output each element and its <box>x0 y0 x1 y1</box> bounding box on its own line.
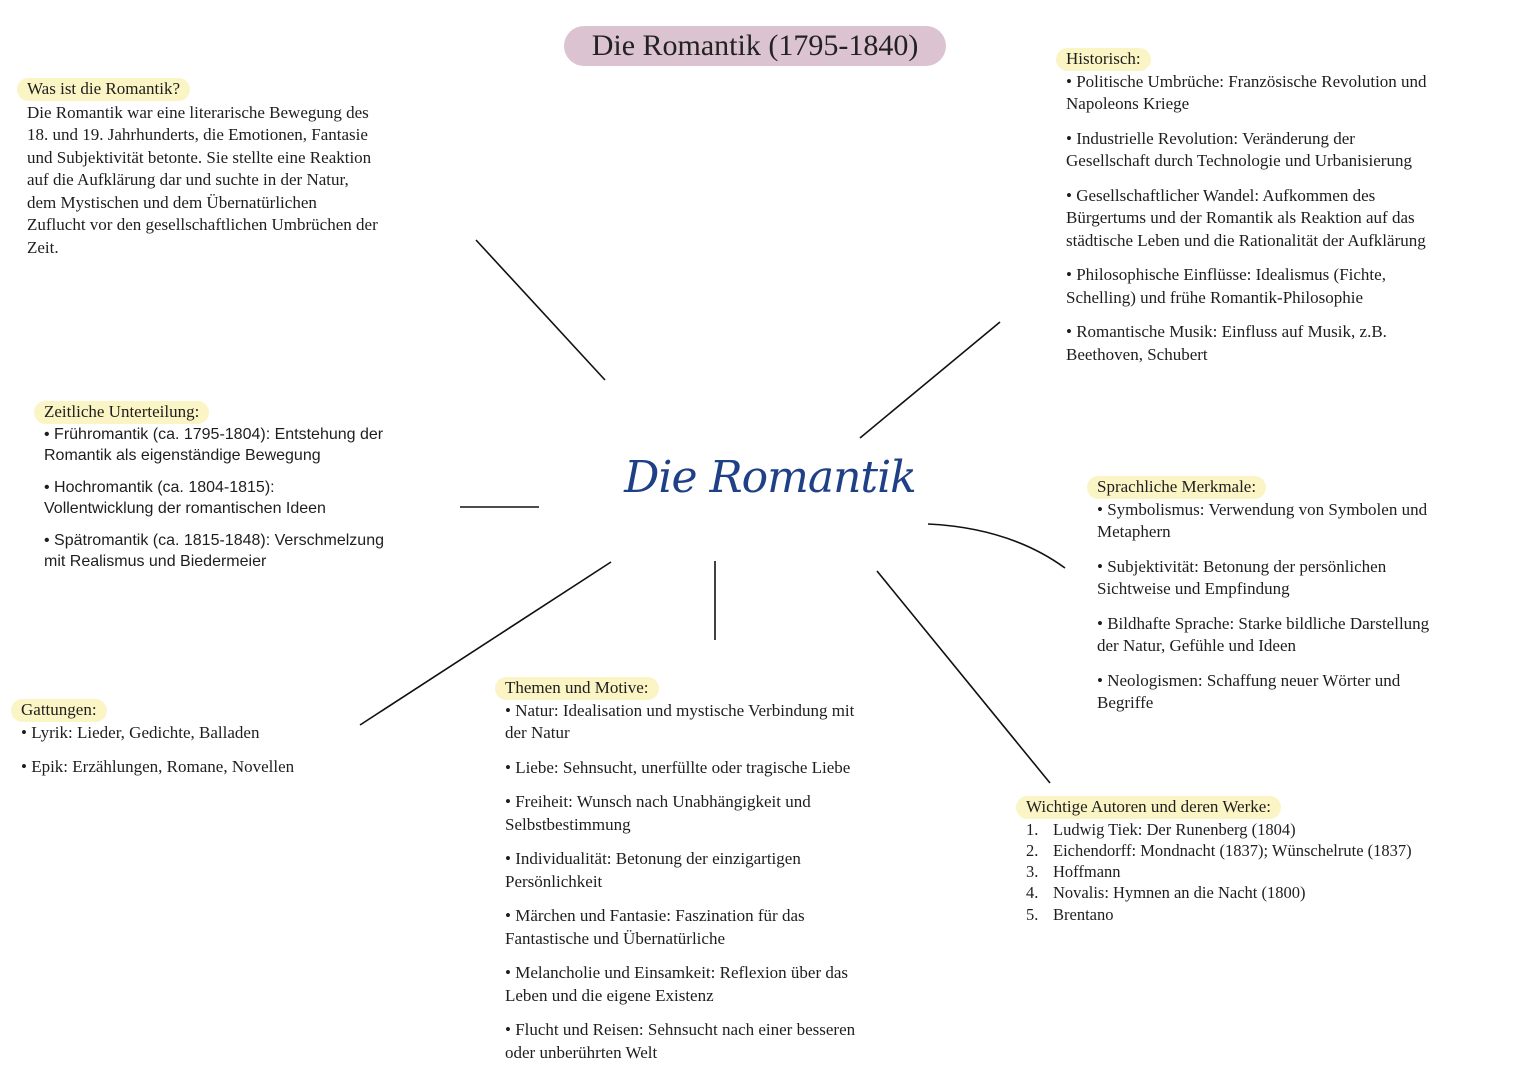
list-item: 1. Ludwig Tiek: Der Runenberg (1804) <box>1026 819 1296 839</box>
section-heading: Gattungen: <box>11 699 107 722</box>
section-heading: Historisch: <box>1056 48 1151 71</box>
body-line: dem Mystischen und dem Übernatürlichen <box>27 192 317 212</box>
section-authors <box>1026 796 1496 925</box>
section-heading: Zeitliche Unterteilung: <box>34 401 209 424</box>
section-heading: Wichtige Autoren und deren Werke: <box>1016 796 1281 819</box>
list-item: • Individualität: Betonung der einzigartigen Persönlichkeit <box>505 849 801 891</box>
section-heading: Was ist die Romantik? <box>17 78 190 101</box>
list-item: • Industrielle Revolution: Veränderung der Gesellschaft durch Technologie und Urbanisierung <box>1066 128 1412 170</box>
list-item: • Gesellschaftlicher Wandel: Aufkommen des Bürgertums und der Romantik als Reaktion auf das städtische Leben und die Rationalität der Aufklärung <box>1066 185 1426 250</box>
list-item: • Lyrik: Lieder, Gedichte, Balladen <box>21 722 260 742</box>
list-item: • Epik: Erzählungen, Romane, Novellen <box>21 757 295 776</box>
section-what-is <box>27 78 467 259</box>
body-line: Die Romantik war eine literarische Bewegung des <box>27 102 369 122</box>
section-heading: Themen und Motive: <box>495 677 659 700</box>
section-list <box>505 700 945 1065</box>
list-item: • Philosophische Einflüsse: Idealismus (Fichte, Schelling) und frühe Romantik-Philosophie <box>1066 265 1386 307</box>
section-list <box>21 722 361 779</box>
body-line: Zeit. <box>27 237 59 257</box>
connector-what-is <box>476 240 605 380</box>
list-item: • Natur: Idealisation und mystische Verbindung mit der Natur <box>505 700 855 742</box>
section-periods <box>44 401 444 572</box>
section-list <box>1097 499 1517 715</box>
list-item: • Freiheit: Wunsch nach Unabhängigkeit und Selbstbestimmung <box>505 792 811 834</box>
list-item: • Romantische Musik: Einfluss auf Musik, z.B. Beethoven, Schubert <box>1066 322 1387 364</box>
authors-list <box>1026 819 1496 925</box>
body-line: und Subjektivität betonte. Sie stellte eine Reaktion <box>27 147 372 167</box>
section-body <box>27 102 467 260</box>
section-heading: Sprachliche Merkmale: <box>1087 476 1266 499</box>
body-line: auf die Aufklärung dar und suchte in der Natur, <box>27 170 349 189</box>
section-list <box>1066 71 1516 367</box>
list-item: • Melancholie und Einsamkeit: Reflexion über das Leben und die eigene Existenz <box>505 963 849 1005</box>
body-line: Zuflucht vor den gesellschaftlichen Umbrüchen der <box>27 215 378 234</box>
section-themes <box>505 677 945 1064</box>
connector-historical <box>860 322 1000 438</box>
list-item: • Spätromantik (ca. 1815-1848): Verschmelzung mit Realismus und Biedermeier <box>44 531 384 570</box>
body-line: 18. und 19. Jahrhunderts, die Emotionen, Fantasie <box>27 125 368 144</box>
section-historical <box>1066 48 1516 366</box>
section-language <box>1097 476 1517 715</box>
list-item: • Symbolismus: Verwendung von Symbolen und Metaphern <box>1097 499 1428 541</box>
list-item: 4. Novalis: Hymnen an die Nacht (1800) <box>1026 883 1306 903</box>
list-item: • Hochromantik (ca. 1804-1815): Vollentwicklung der romantischen Ideen <box>44 478 326 517</box>
list-item: • Liebe: Sehnsucht, unerfüllte oder tragische Liebe <box>505 757 851 777</box>
list-item: • Bildhafte Sprache: Starke bildliche Darstellung der Natur, Gefühle und Ideen <box>1097 613 1430 655</box>
central-topic: Die Romantik <box>624 452 916 503</box>
section-list <box>44 424 444 572</box>
list-item: • Märchen und Fantasie: Faszination für das Fantastische und Übernatürliche <box>505 906 805 948</box>
page-title: Die Romantik (1795-1840) <box>564 26 946 66</box>
connector-language <box>928 524 1065 568</box>
list-item: 3. Hoffmann <box>1026 862 1121 882</box>
list-item: • Flucht und Reisen: Sehnsucht nach einer besseren oder unberührten Welt <box>505 1020 856 1062</box>
list-item: • Subjektivität: Betonung der persönlichen Sichtweise und Empfindung <box>1097 556 1387 598</box>
list-item: • Neologismen: Schaffung neuer Wörter und Begriffe <box>1097 670 1401 712</box>
list-item: 5. Brentano <box>1026 904 1114 924</box>
list-item: • Frühromantik (ca. 1795-1804): Entstehung der Romantik als eigenständige Bewegung <box>44 425 384 464</box>
section-genres <box>21 699 361 779</box>
list-item: • Politische Umbrüche: Französische Revolution und Napoleons Kriege <box>1066 71 1427 113</box>
list-item: 2. Eichendorff: Mondnacht (1837); Wünschelrute (1837) <box>1026 840 1412 860</box>
